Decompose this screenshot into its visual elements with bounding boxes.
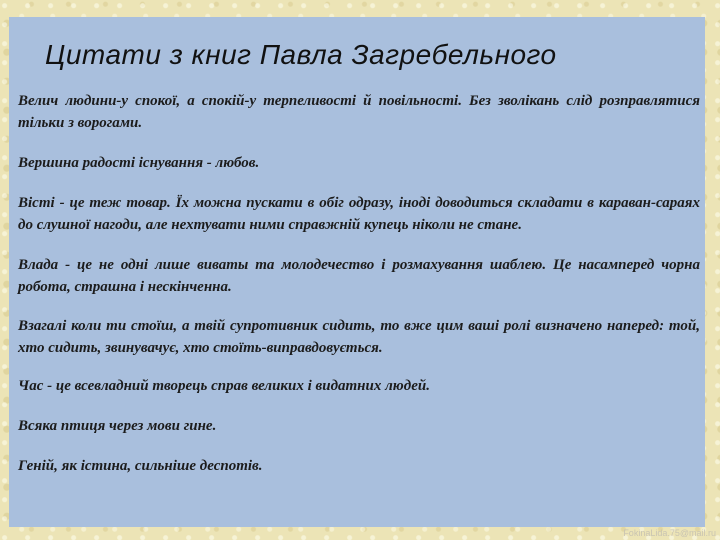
slide-panel [9, 17, 705, 527]
quote-item: Всяка птиця через мови гине. [18, 418, 217, 434]
quote-item: Геній, як істина, сильніше деспотів. [18, 458, 263, 474]
quote-item: Взагалі коли ти стоїш, а твій супротивник сидить, то вже цим ваші ролі визначено наперед: той, хто сидить, звинувачує, хто стоїть-виправдовується. [18, 318, 700, 356]
quote-item: Вершина радості існування - любов. [18, 155, 260, 171]
quote-item: Велич людини-у спокої, а спокій-у терпеливості й повільності. Без зволікань слід розправлятися тільки з ворогами. [18, 93, 700, 131]
watermark: FokinaLida.75@mail.ru [623, 528, 716, 538]
quote-item: Влада - це не одні лише виваты та молодечество і розмахування шаблею. Це насамперед чорна робота, страшна і нескінченна. [18, 257, 700, 295]
quote-list [18, 90, 700, 477]
slide-title: Цитати з книг Павла Загребельного [45, 39, 557, 70]
quote-item: Час - це всевладний творець справ великих і видатних людей. [18, 378, 430, 394]
quote-item: Вісті - це теж товар. Їх можна пускати в обіг одразу, іноді доводиться складати в караван-сараях до слушної нагоди, але нехтувати ними справжній купець ніколи не стане. [18, 195, 700, 233]
